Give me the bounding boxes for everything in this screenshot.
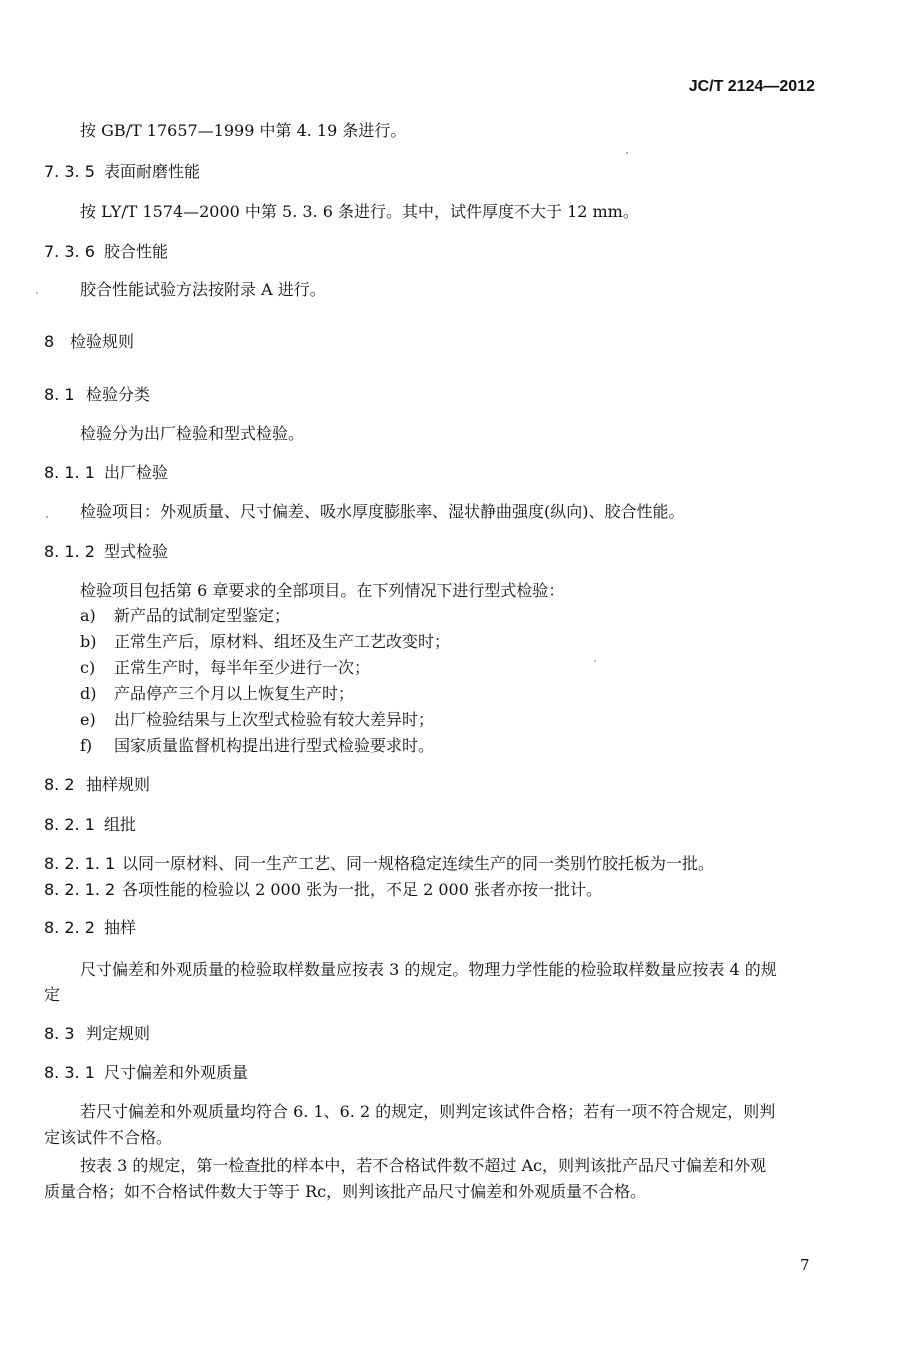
scan-speck <box>46 516 48 518</box>
scan-speck <box>626 152 628 154</box>
paragraph-8-1-1: 检验项目：外观质量、尺寸偏差、吸水厚度膨胀率、湿状静曲强度(纵向)、胶合性能。 <box>80 502 685 521</box>
list-item-text: 正常生产后，原材料、组坯及生产工艺改变时； <box>114 632 451 651</box>
scan-speck <box>36 292 38 294</box>
list-item-text: 出厂检验结果与上次型式检验有较大差异时； <box>114 710 435 729</box>
paragraph-7-3-5: 按 LY/T 1574—2000 中第 5. 3. 6 条进行。其中，试件厚度不大于 12 mm。 <box>80 202 639 221</box>
heading-number: 8 <box>44 332 55 351</box>
heading-7-3-6 <box>44 242 168 262</box>
heading-number: 8. 1. 2 <box>44 542 95 561</box>
standard-code: JC/T 2124—2012 <box>688 78 815 95</box>
heading-number: 7. 3. 5 <box>44 162 95 181</box>
heading-title: 判定规则 <box>86 1024 151 1043</box>
paragraph-8-3-1-a-line2: 定该试件不合格。 <box>44 1128 173 1147</box>
list-item <box>80 684 354 704</box>
paragraph-8-3-1-b-line2: 质量合格；如不合格试件数大于等于 Rc，则判该批产品尺寸偏差和外观质量不合格。 <box>44 1182 647 1201</box>
paragraph-8-2-2-line1: 尺寸偏差和外观质量的检验取样数量应按表 3 的规定。物理力学性能的检验取样数量应按表 4 的规 <box>80 960 777 979</box>
heading-title: 出厂检验 <box>104 463 169 482</box>
heading-8-1-1 <box>44 463 168 483</box>
list-item <box>80 606 290 626</box>
list-item-text: 产品停产三个月以上恢复生产时； <box>114 684 355 703</box>
heading-number: 8. 1. 1 <box>44 463 95 482</box>
heading-title: 表面耐磨性能 <box>104 162 201 181</box>
heading-7-3-5 <box>44 162 200 182</box>
heading-title: 抽样规则 <box>86 775 151 794</box>
paragraph-8-3-1-a-line1: 若尺寸偏差和外观质量均符合 6. 1、6. 2 的规定，则判定该试件合格；若有一项不符合规定，则判 <box>80 1102 776 1121</box>
heading-8-2 <box>44 775 150 795</box>
clause-number: 8. 2. 1. 2 <box>44 880 116 899</box>
clause-8-2-1-2 <box>44 880 602 900</box>
heading-title: 检验规则 <box>70 332 135 351</box>
scan-speck <box>594 660 596 662</box>
heading-number: 8. 2. 2 <box>44 918 95 937</box>
paragraph-8-1: 检验分为出厂检验和型式检验。 <box>80 424 305 443</box>
page-number: 7 <box>800 1256 810 1274</box>
heading-8-3-1 <box>44 1063 248 1083</box>
heading-8-1 <box>44 385 150 405</box>
list-item-key: e) <box>80 710 96 729</box>
list-item-text: 正常生产时，每半年至少进行一次； <box>114 658 371 677</box>
list-item-key: b) <box>80 632 97 651</box>
heading-title: 检验分类 <box>86 385 151 404</box>
paragraph-8-3-1-b-line1: 按表 3 的规定，第一检查批的样本中，若不合格试件数不超过 Ac，则判该批产品尺寸偏差和外观 <box>80 1156 766 1175</box>
list-item-key: c) <box>80 658 96 677</box>
heading-number: 7. 3. 6 <box>44 242 95 261</box>
list-item <box>80 736 434 756</box>
heading-number: 8. 3 <box>44 1024 75 1043</box>
heading-number: 8. 1 <box>44 385 75 404</box>
list-item-key: f) <box>80 736 93 755</box>
heading-title: 尺寸偏差和外观质量 <box>104 1063 249 1082</box>
list-item <box>80 710 434 730</box>
paragraph-7-3-6: 胶合性能试验方法按附录 A 进行。 <box>80 280 326 299</box>
list-item-text: 国家质量监督机构提出进行型式检验要求时。 <box>114 736 435 755</box>
heading-title: 组批 <box>104 815 137 834</box>
paragraph-735-prev: 按 GB/T 17657—1999 中第 4. 19 条进行。 <box>80 121 407 140</box>
heading-title: 型式检验 <box>104 542 169 561</box>
clause-8-2-1-1 <box>44 854 714 874</box>
clause-text: 以同一原材料、同一生产工艺、同一规格稳定连续生产的同一类别竹胶托板为一批。 <box>122 854 715 873</box>
list-item-key: d) <box>80 684 97 703</box>
heading-8 <box>44 332 134 352</box>
clause-text: 各项性能的检验以 2 000 张为一批，不足 2 000 张者亦按一批计。 <box>122 880 602 899</box>
heading-number: 8. 2 <box>44 775 75 794</box>
list-item-key: a) <box>80 606 96 625</box>
heading-8-2-1 <box>44 815 136 835</box>
clause-number: 8. 2. 1. 1 <box>44 854 116 873</box>
list-item <box>80 632 450 652</box>
paragraph-8-1-2: 检验项目包括第 6 章要求的全部项目。在下列情况下进行型式检验： <box>80 581 565 600</box>
list-item <box>80 658 370 678</box>
list-item-text: 新产品的试制定型鉴定； <box>114 606 291 625</box>
heading-8-1-2 <box>44 542 168 562</box>
heading-8-3 <box>44 1024 150 1044</box>
heading-8-2-2 <box>44 918 136 938</box>
heading-title: 胶合性能 <box>104 242 169 261</box>
paragraph-8-2-2-line2: 定 <box>44 985 61 1004</box>
heading-number: 8. 2. 1 <box>44 815 95 834</box>
heading-title: 抽样 <box>104 918 137 937</box>
heading-number: 8. 3. 1 <box>44 1063 95 1082</box>
